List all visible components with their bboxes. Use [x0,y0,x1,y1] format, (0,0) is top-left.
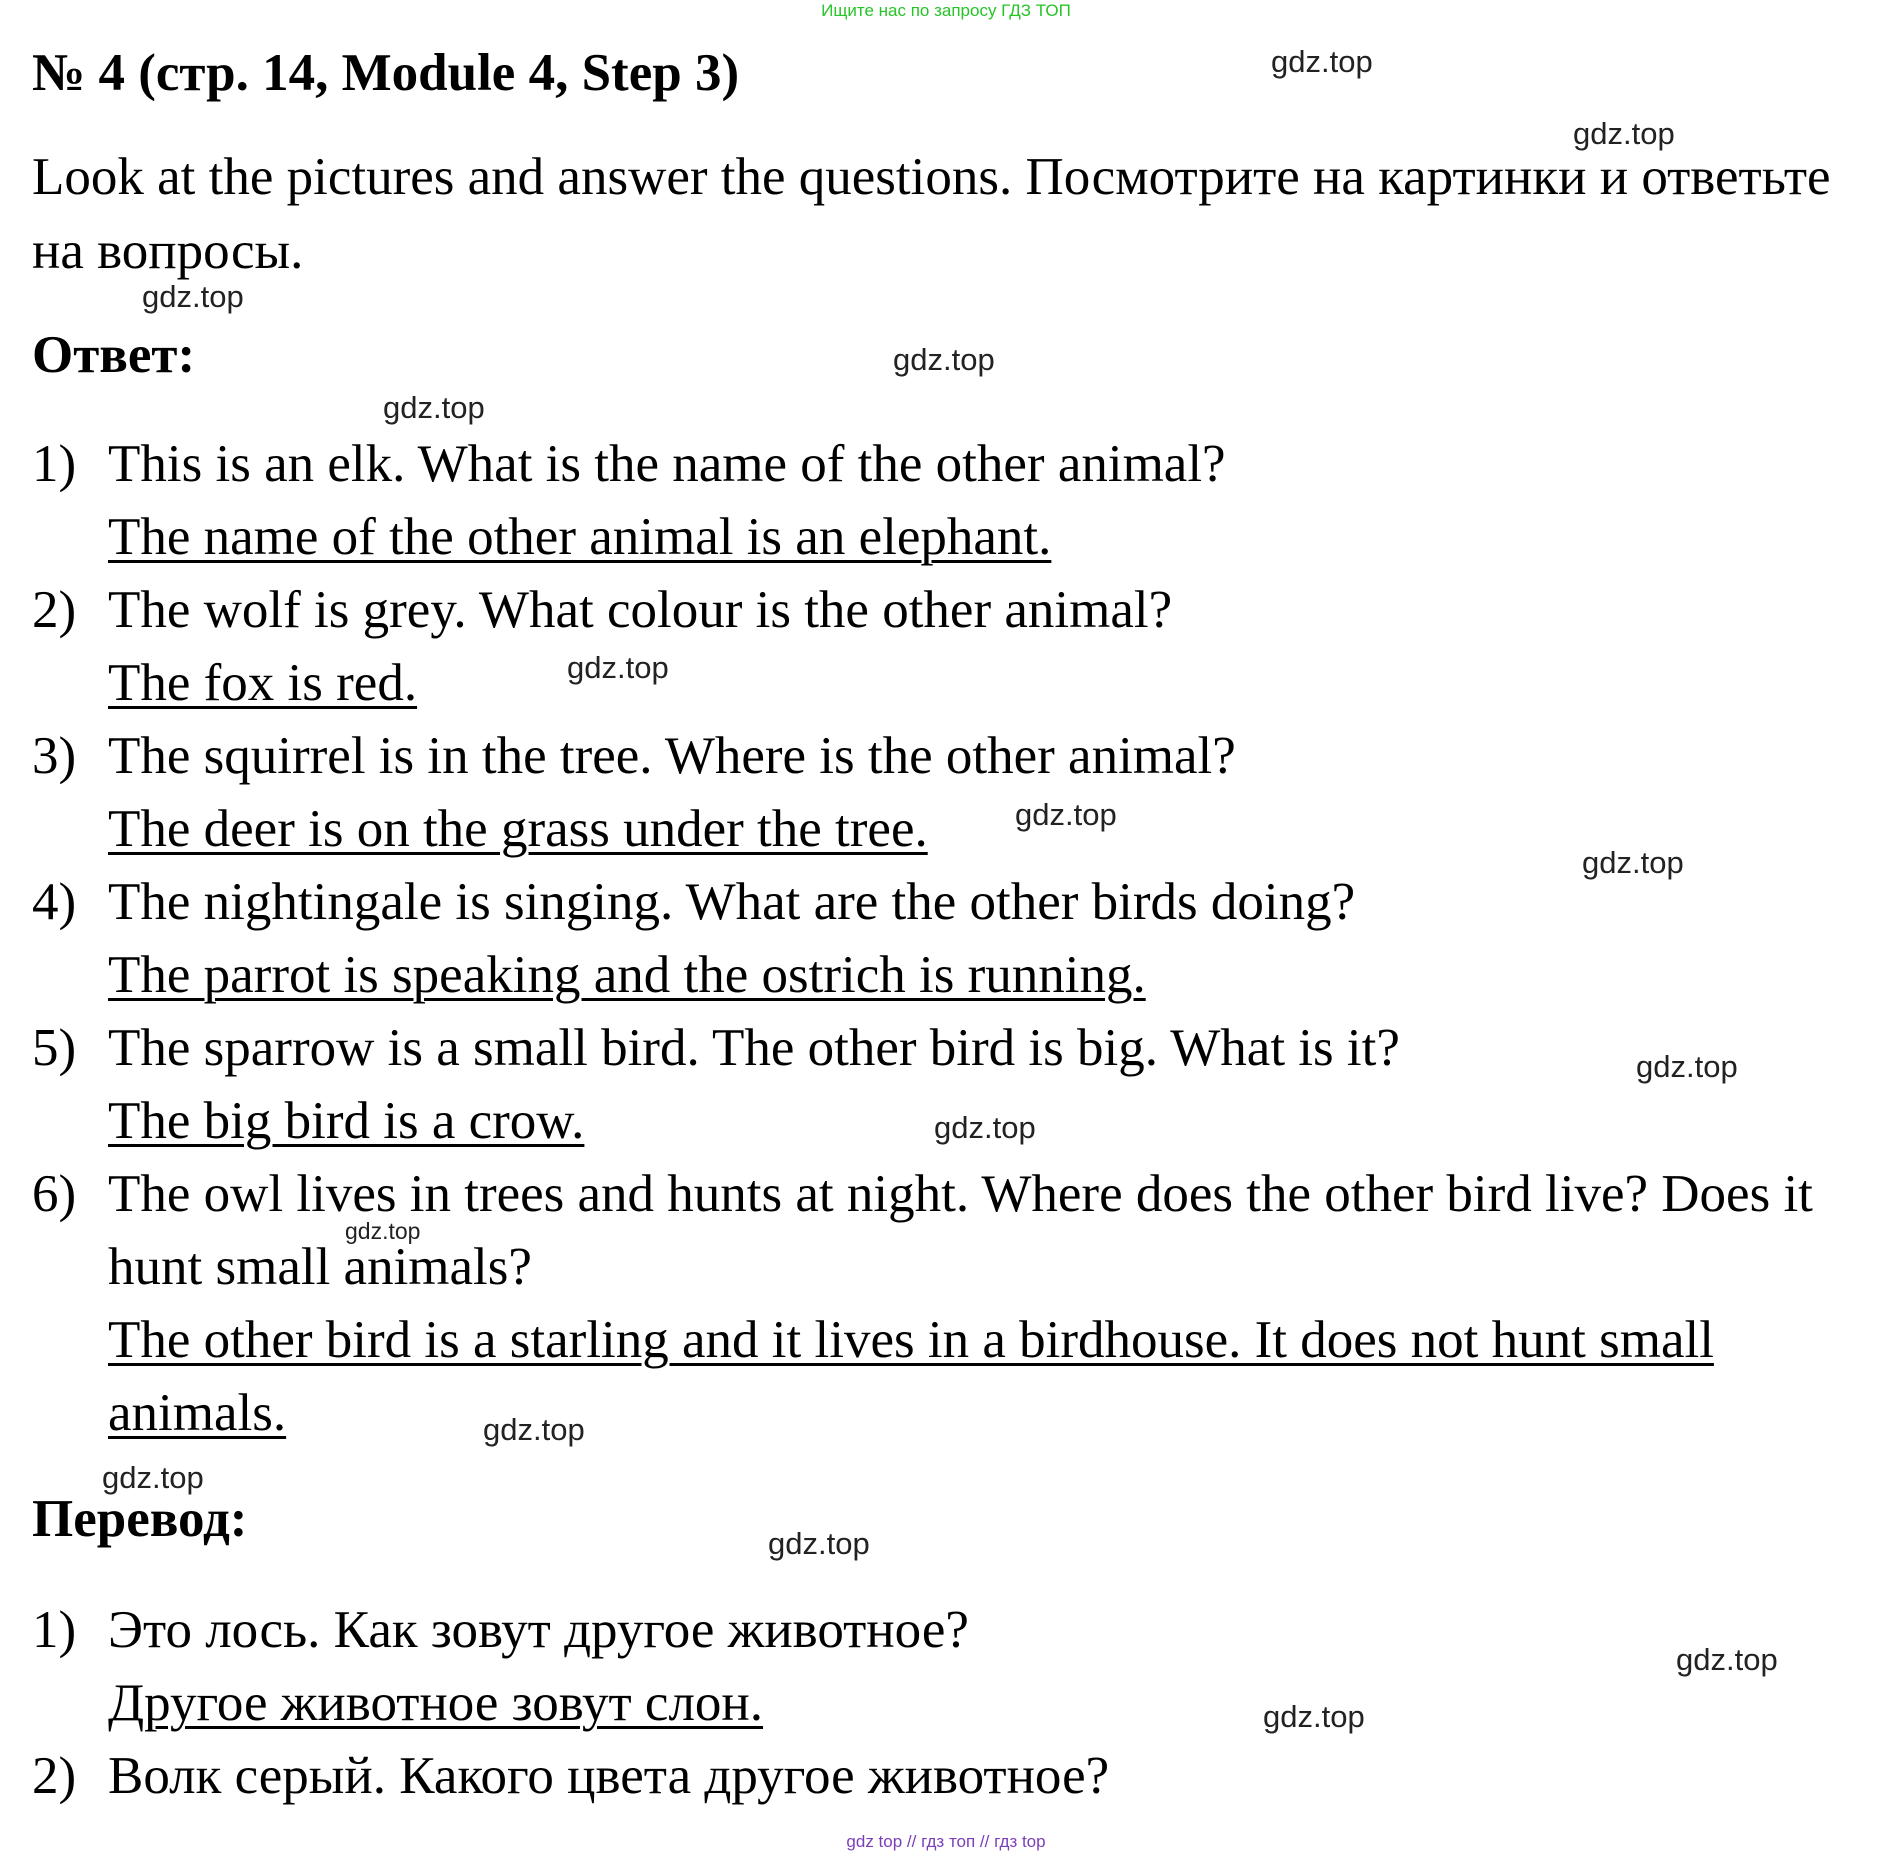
translation-item [32,1594,1882,1740]
item-number: 2) [32,581,77,639]
question-text: This is an elk. What is the name of the other animal? [108,435,1226,493]
answer-item [32,866,1882,1012]
item-number: 6) [32,1165,77,1223]
watermark: gdz.top [934,1110,1036,1145]
answer-list [32,428,1882,1450]
watermark: gdz.top [768,1526,870,1561]
translation-heading: Перевод: [32,1490,248,1548]
question-text: The owl lives in trees and hunts at night. Where does the other bird live? Does it hunt small animals? [108,1165,1813,1296]
answer-item [32,574,1882,720]
watermark: gdz.top [483,1412,585,1447]
answer-text: The big bird is a crow. [108,1092,585,1150]
translation-list [32,1594,1882,1813]
question-text: Волк серый. Какого цвета другое животное? [108,1747,1110,1805]
watermark: gdz.top [1271,44,1373,79]
item-number: 2) [32,1747,77,1805]
answer-text: Другое животное зовут слон. [108,1674,764,1732]
translation-item [32,1740,1882,1813]
page-title: № 4 (стр. 14, Module 4, Step 3) [32,44,740,102]
answer-text: The parrot is speaking and the ostrich is running. [108,946,1146,1004]
question-text: The squirrel is in the tree. Where is the other animal? [108,727,1236,785]
answer-item [32,428,1882,574]
watermark: gdz.top [567,650,669,685]
watermark: gdz.top [102,1460,204,1495]
watermark: gdz.top [142,279,244,314]
watermark: gdz.top [1015,797,1117,832]
watermark: gdz.top [345,1218,421,1244]
watermark: gdz.top [893,342,995,377]
question-text: Это лось. Как зовут другое животное? [108,1601,969,1659]
answer-item [32,1158,1882,1450]
answer-text: The fox is red. [108,654,418,712]
question-text: The sparrow is a small bird. The other bird is big. What is it? [108,1019,1400,1077]
watermark: gdz.top [1636,1049,1738,1084]
item-number: 1) [32,1601,77,1659]
top-banner: Ищите нас по запросу ГДЗ ТОП [821,1,1071,20]
answer-text: The other bird is a starling and it lives in a birdhouse. It does not hunt small animals. [108,1311,1714,1442]
watermark: gdz.top [1573,116,1675,151]
item-number: 3) [32,727,77,785]
question-text: The wolf is grey. What colour is the other animal? [108,581,1173,639]
task-instruction: Look at the pictures and answer the questions. Посмотрите на картинки и ответьте на вопросы. [32,148,1831,280]
watermark: gdz.top [1676,1642,1778,1677]
question-text: The nightingale is singing. What are the other birds doing? [108,873,1356,931]
item-number: 4) [32,873,77,931]
answer-heading: Ответ: [32,326,196,384]
answer-text: The name of the other animal is an elephant. [108,508,1052,566]
item-number: 5) [32,1019,77,1077]
item-number: 1) [32,435,77,493]
footer: gdz top // гдз топ // гдз top [846,1832,1046,1851]
answer-text: The deer is on the grass under the tree. [108,800,928,858]
watermark: gdz.top [1263,1699,1365,1734]
watermark: gdz.top [383,390,485,425]
watermark: gdz.top [1582,845,1684,880]
